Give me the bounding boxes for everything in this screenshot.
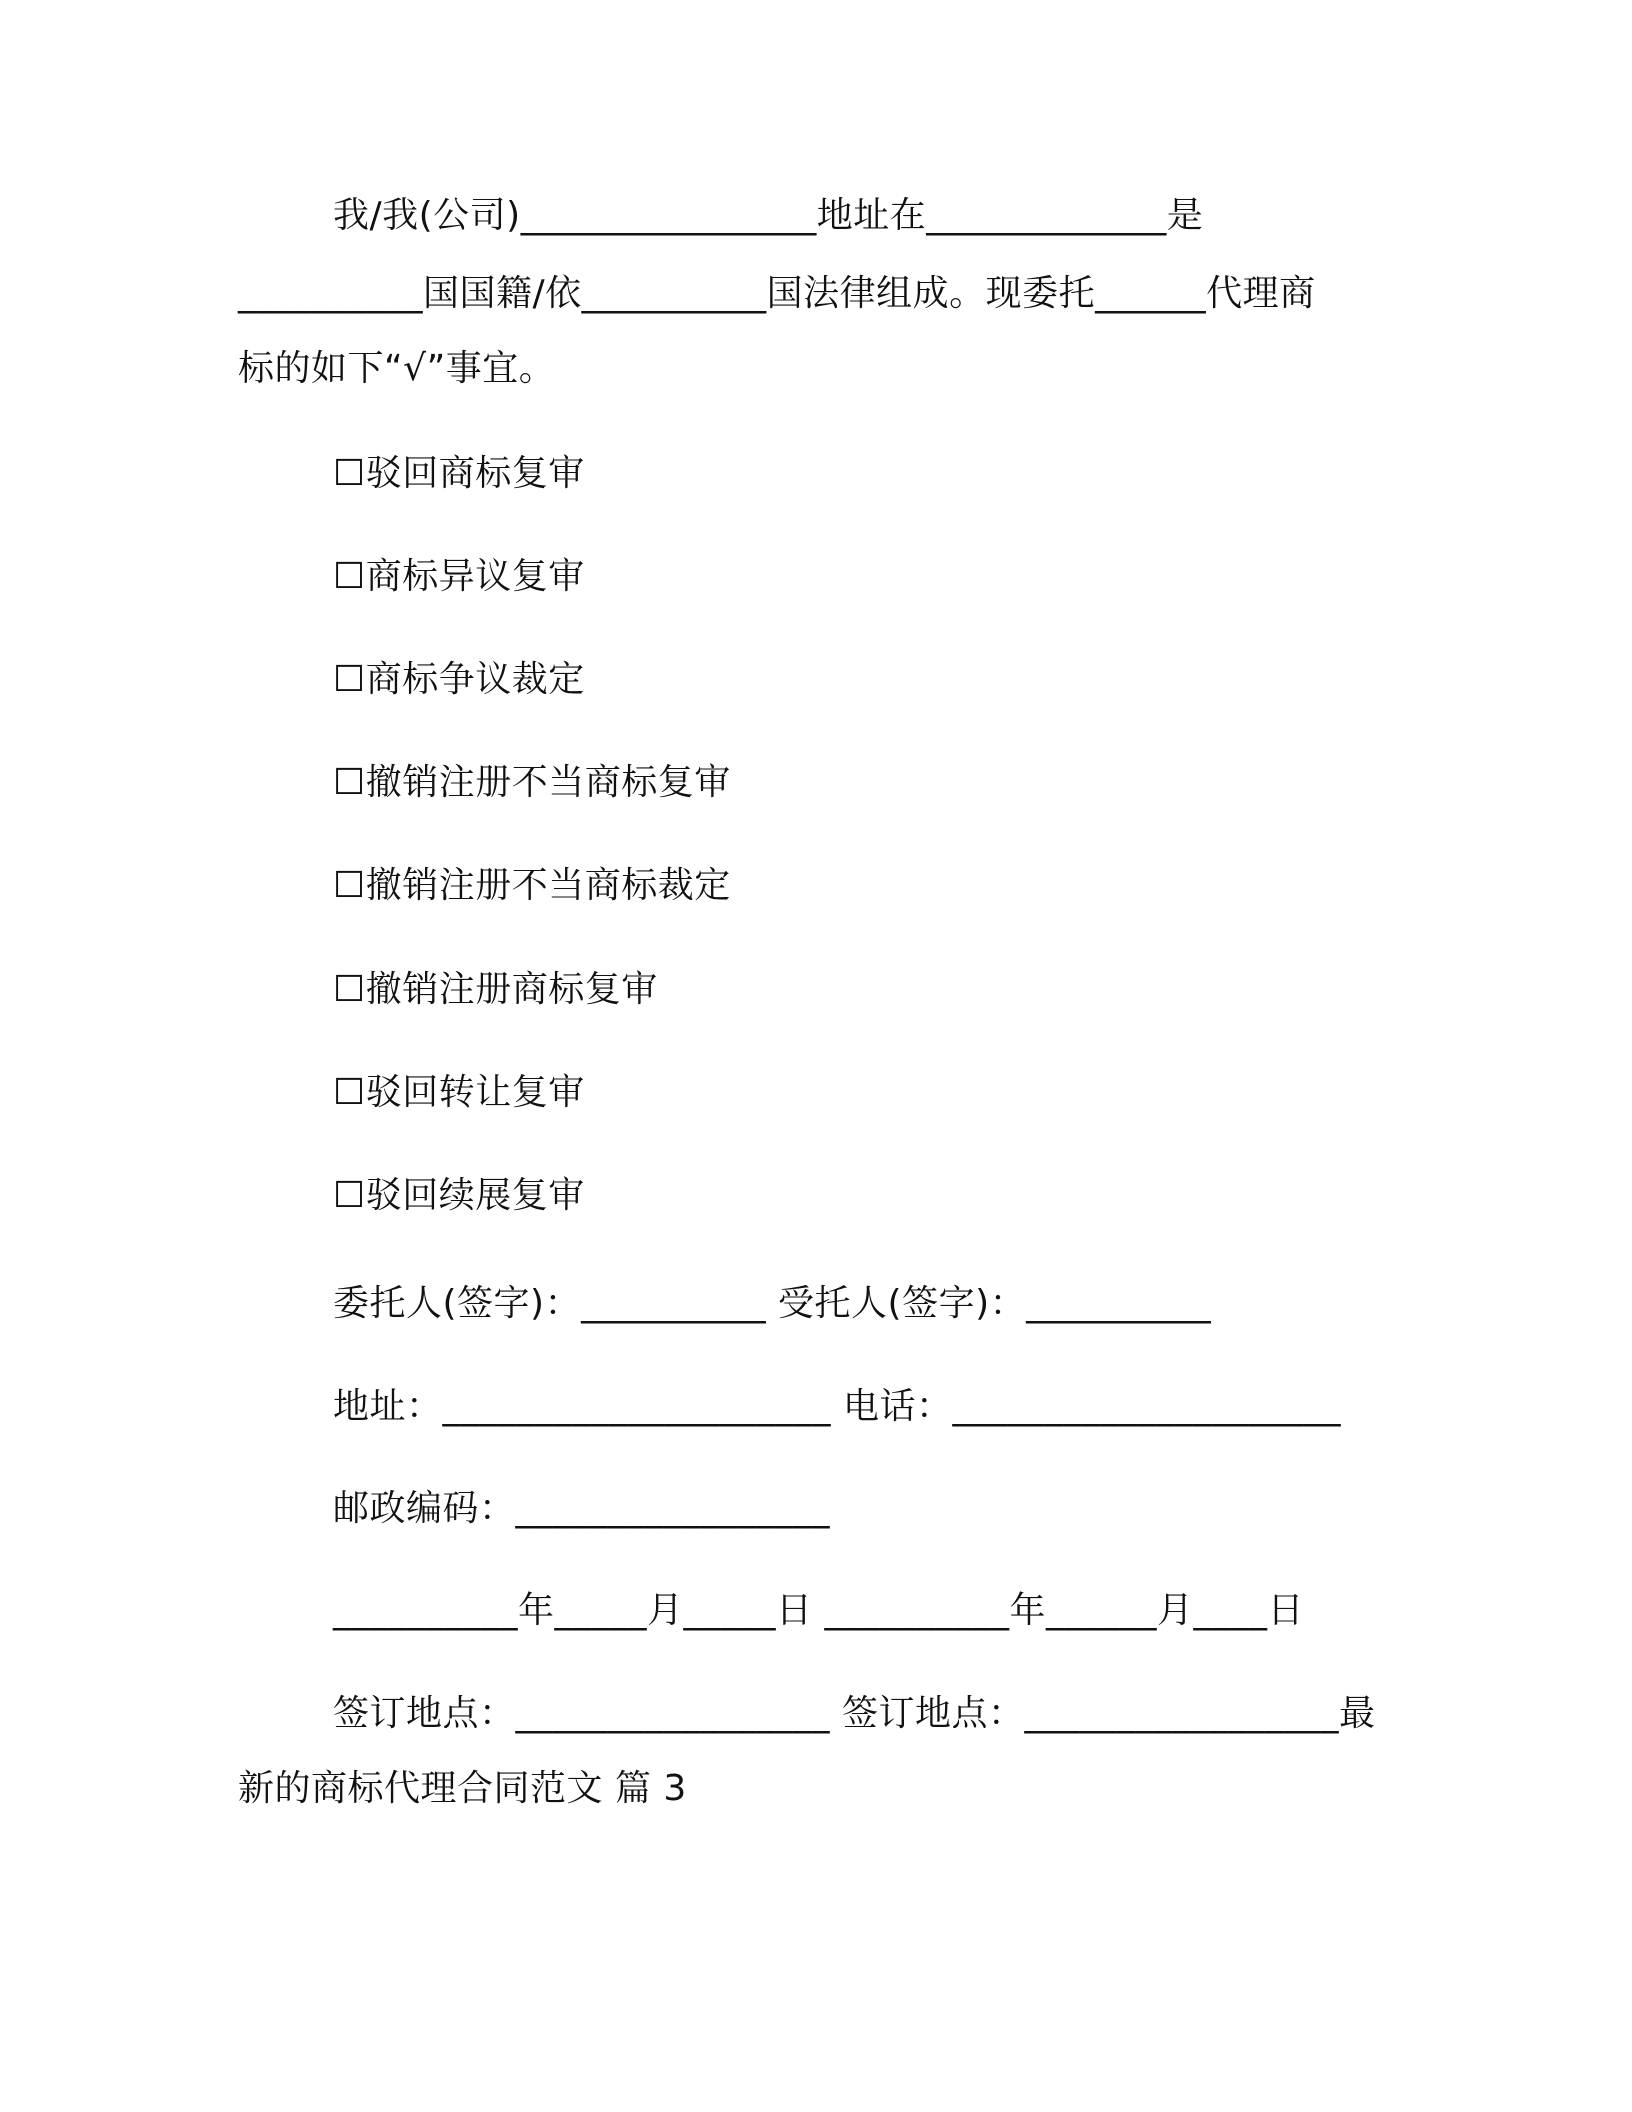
checkbox-item-opposition-review: ☐商标异议复审 <box>333 556 585 597</box>
checkbox-item-dispute-ruling: ☐商标争议裁定 <box>333 659 585 700</box>
intro-line-2: __________国国籍/依__________国法律组成。现委托______代理商 <box>238 273 1316 314</box>
signature-line: 委托人(签字)：__________ 受托人(签字)：__________ <box>333 1283 1212 1324</box>
checkbox-item-transfer-reject-review: ☐驳回转让复审 <box>333 1072 585 1113</box>
checkbox-item-reject-review: ☐驳回商标复审 <box>333 453 585 494</box>
intro-line-3: 标的如下“√”事宜。 <box>238 348 556 389</box>
checkbox-item-cancel-registration-review: ☐撤销注册商标复审 <box>333 969 658 1010</box>
intro-line-1: 我/我(公司)________________地址在_____________是 <box>333 195 1204 236</box>
checkbox-item-renewal-reject-review: ☐驳回续展复审 <box>333 1175 585 1216</box>
section-heading: 新的商标代理合同范文 篇 3 <box>238 1768 687 1809</box>
postcode-line: 邮政编码：_________________ <box>333 1488 831 1529</box>
checkbox-item-improper-registration-review: ☐撤销注册不当商标复审 <box>333 762 731 803</box>
date-line: __________年_____月_____日 __________年______月____日 <box>333 1590 1304 1631</box>
address-phone-line: 地址：_____________________ 电话：_____________________ <box>333 1386 1341 1427</box>
signing-place-line: 签订地点：_________________ 签订地点：_________________最 <box>333 1693 1376 1734</box>
checkbox-item-improper-registration-ruling: ☐撤销注册不当商标裁定 <box>333 865 731 906</box>
